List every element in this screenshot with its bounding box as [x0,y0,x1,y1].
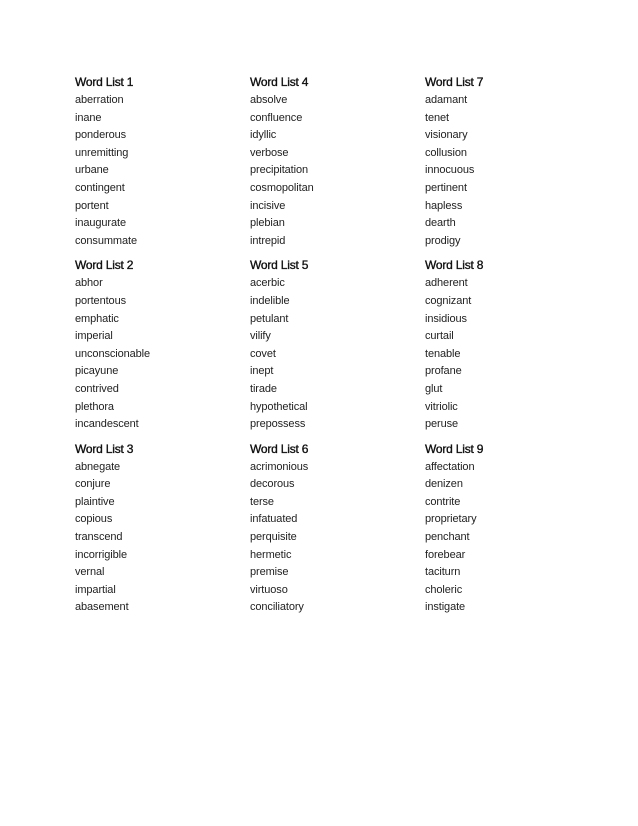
list-item: cognizant [425,294,472,307]
word-list-items [250,92,425,250]
list-item: denizen [425,478,463,491]
list-item: glut [425,382,443,395]
word-list-title: Word List 4 [250,75,309,89]
list-item: peruse [425,418,459,431]
word-list-7 [425,73,595,250]
list-item: inane [75,111,102,124]
list-item: indelible [250,294,290,307]
list-item: imperial [75,330,113,343]
word-list-title: Word List 5 [250,258,309,273]
word-list-3 [75,440,250,617]
list-item: portent [75,199,109,212]
word-list-title: Word List 1 [75,75,134,89]
list-item: inaugurate [75,217,126,230]
list-item: contrived [75,382,119,395]
list-item: urbane [75,164,109,177]
word-list-4 [250,73,425,250]
list-item: unconscionable [75,347,151,360]
list-item: incisive [250,199,286,212]
list-item: tenable [425,347,461,360]
list-item: abasement [75,601,129,614]
list-item: incorrigible [75,548,127,561]
word-list-1 [75,73,250,250]
list-item: premise [250,566,289,579]
word-list-items [425,92,595,250]
word-list-row [75,440,595,617]
word-list-items [75,92,250,250]
list-item: precipitation [250,164,309,177]
list-item: dearth [425,217,456,230]
list-item: transcend [75,531,123,544]
list-item: abnegate [75,460,121,473]
list-item: innocuous [425,164,475,177]
list-item: adherent [425,277,468,290]
list-item: forebear [425,548,466,561]
list-item: tirade [250,382,277,395]
word-lists-document [75,73,595,623]
word-list-title: Word List 6 [250,441,309,456]
list-item: petulant [250,312,289,325]
list-item: aberration [75,94,124,106]
list-item: hypothetical [250,400,308,413]
list-item: perquisite [250,531,297,544]
word-list-9 [425,440,595,617]
list-item: instigate [425,601,466,614]
list-item: confluence [250,111,303,124]
list-item: proprietary [425,513,477,526]
list-item: hapless [425,199,463,212]
list-item: verbose [250,146,289,159]
list-item: collusion [425,146,467,159]
word-list-5 [250,256,425,433]
list-item: conciliatory [250,601,304,614]
word-list-items [425,275,595,433]
list-item: copious [75,513,113,526]
list-item: emphatic [75,312,119,325]
list-item: conjure [75,478,111,491]
word-list-row [75,73,595,250]
word-list-items [250,459,425,617]
list-item: prepossess [250,418,306,431]
list-item: plaintive [75,495,115,508]
word-list-row [75,256,595,433]
list-item: portentous [75,294,126,307]
list-item: affectation [425,460,475,473]
list-item: incandescent [75,418,139,431]
word-list-6 [250,440,425,617]
word-list-title: Word List 7 [425,75,484,89]
list-item: ponderous [75,129,127,142]
list-item: intrepid [250,234,286,247]
list-item: virtuoso [250,583,288,596]
list-item: decorous [250,478,295,491]
word-list-title: Word List 3 [75,441,134,456]
word-list-title: Word List 2 [75,258,134,273]
list-item: consummate [75,234,137,247]
list-item: tenet [425,111,449,124]
list-item: unremitting [75,146,129,159]
word-list-title: Word List 8 [425,258,484,273]
list-item: infatuated [250,513,298,526]
list-item: covet [250,347,276,360]
list-item: acerbic [250,277,285,290]
list-item: contrite [425,495,461,508]
list-item: vitriolic [425,400,458,413]
list-item: taciturn [425,566,461,579]
list-item: inept [250,365,274,378]
list-item: vernal [75,566,105,579]
word-list-2 [75,256,250,433]
word-list-items [425,459,595,617]
list-item: visionary [425,129,468,142]
list-item: insidious [425,312,467,325]
word-list-items [75,459,250,617]
list-item: penchant [425,531,470,544]
list-item: plethora [75,400,114,413]
list-item: idyllic [250,129,277,142]
list-item: adamant [425,94,468,106]
list-item: profane [425,365,462,378]
list-item: hermetic [250,548,292,561]
list-item: pertinent [425,181,467,194]
list-item: acrimonious [250,460,309,473]
list-item: absolve [250,94,288,106]
word-list-items [250,275,425,433]
list-item: cosmopolitan [250,181,314,194]
list-item: abhor [75,277,103,290]
list-item: plebian [250,217,285,230]
list-item: contingent [75,181,125,194]
word-list-8 [425,256,595,433]
word-list-items [75,275,250,433]
list-item: picayune [75,365,119,378]
list-item: impartial [75,583,116,596]
word-list-title: Word List 9 [425,441,484,456]
list-item: prodigy [425,234,461,247]
list-item: curtail [425,330,454,343]
list-item: terse [250,495,274,508]
list-item: choleric [425,583,463,596]
list-item: vilify [250,330,271,343]
